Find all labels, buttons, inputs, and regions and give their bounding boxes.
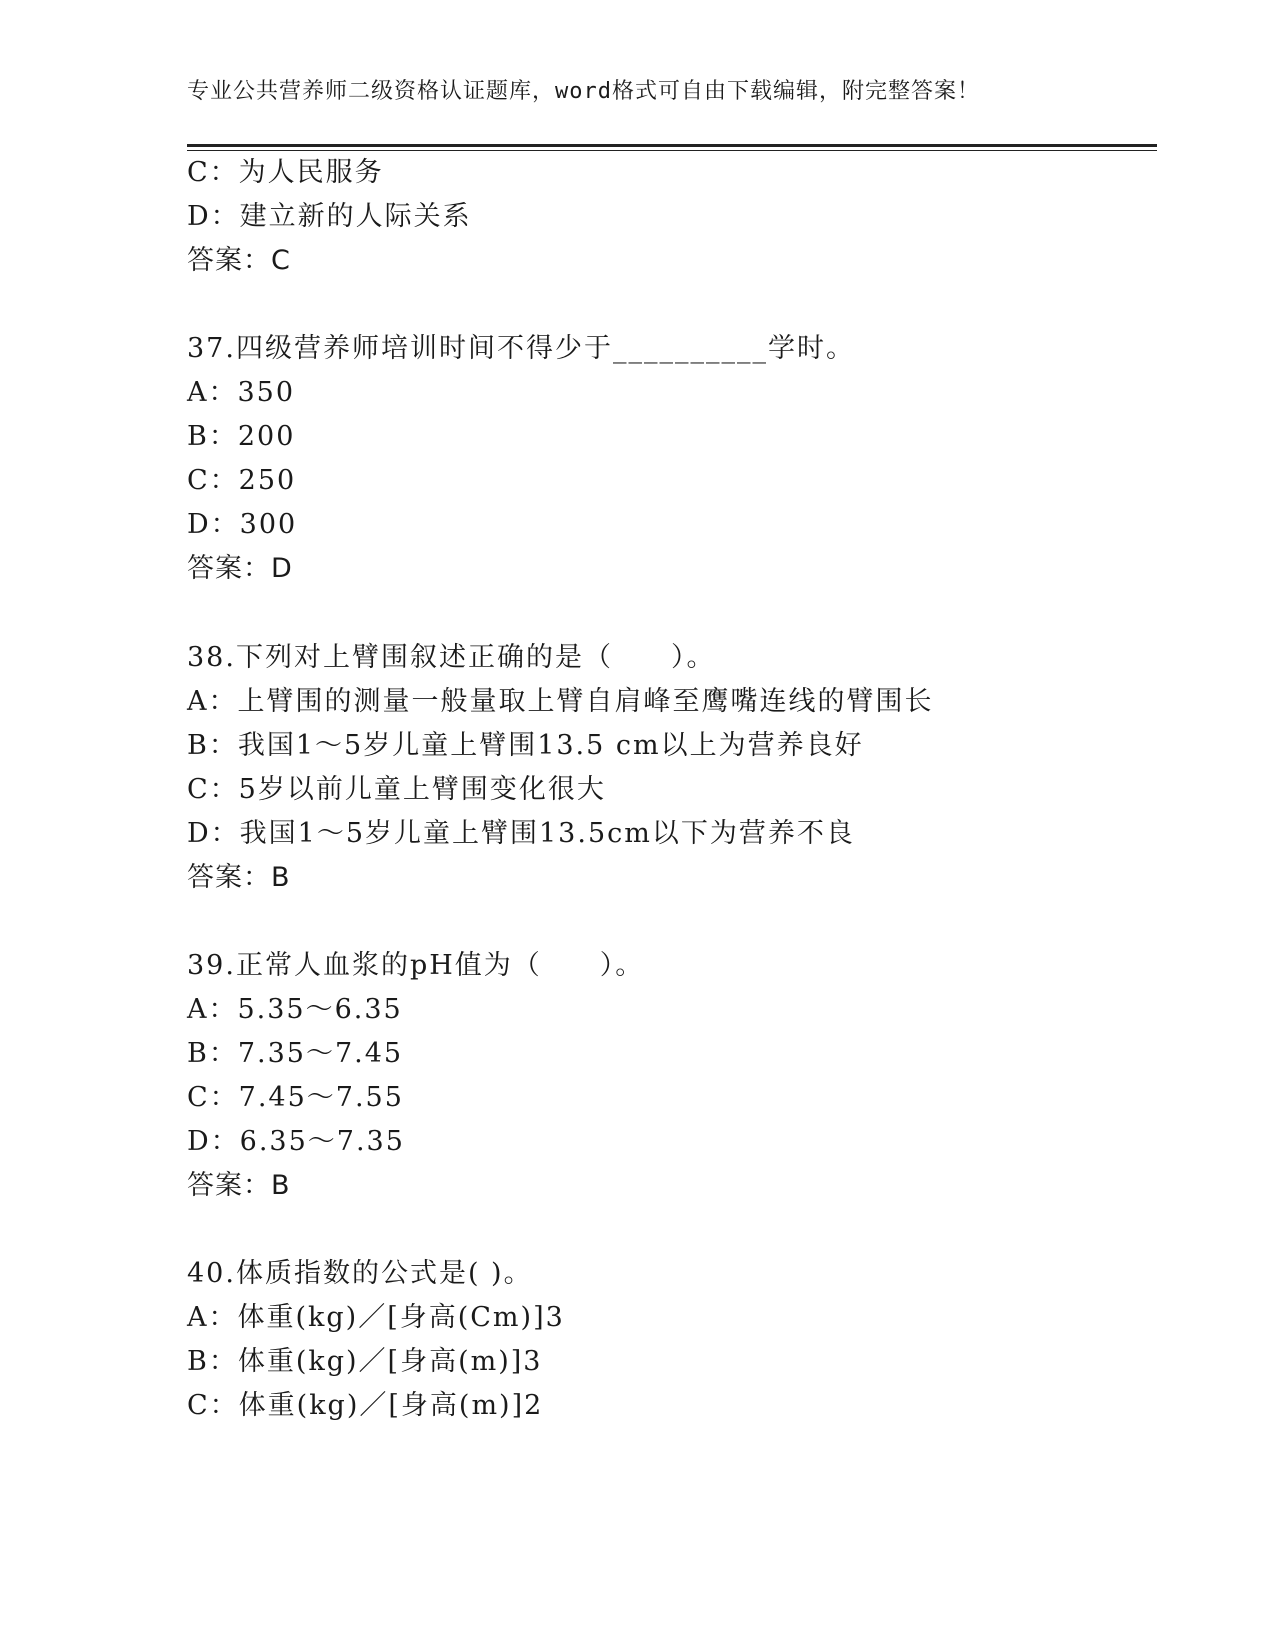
q36-option-d: D：建立新的人际关系 (187, 201, 472, 232)
q40-question: 40.体质指数的公式是( )。 (187, 1258, 533, 1289)
q39-option-a: A：5.35～6.35 (187, 994, 403, 1025)
q40-option-b: B：体重(kg)／[身高(m)]3 (187, 1346, 543, 1377)
q38-option-a: A：上臂围的测量一般量取上臂自肩峰至鹰嘴连线的臂围长 (187, 686, 934, 717)
header-rule-thick (187, 144, 1157, 147)
q39-option-b: B：7.35～7.45 (187, 1038, 404, 1069)
q39-answer: 答案：B (187, 1170, 291, 1201)
q39-question: 39.正常人血浆的pH值为（ ）。 (187, 950, 645, 981)
q38-option-b: B：我国1～5岁儿童上臂围13.5 cm以上为营养良好 (187, 730, 864, 761)
q37-question: 37.四级营养师培训时间不得少于__________学时。 (187, 333, 855, 364)
page-header: 专业公共营养师二级资格认证题库，word格式可自由下载编辑，附完整答案！ (187, 79, 980, 104)
q36-answer: 答案：C (187, 245, 291, 276)
q37-option-c: C：250 (187, 465, 297, 496)
q37-answer: 答案：D (187, 553, 293, 584)
q40-option-a: A：体重(kg)／[身高(Cm)]3 (187, 1302, 565, 1333)
q37-option-a: A：350 (187, 377, 296, 408)
q38-question: 38.下列对上臂围叙述正确的是（ ）。 (187, 642, 716, 673)
q39-option-d: D：6.35～7.35 (187, 1126, 405, 1157)
q38-option-d: D：我国1～5岁儿童上臂围13.5cm以下为营养不良 (187, 818, 855, 849)
header-rule-thin (187, 150, 1157, 151)
q37-option-d: D：300 (187, 509, 298, 540)
q37-option-b: B：200 (187, 421, 296, 452)
q38-option-c: C：5岁以前儿童上臂围变化很大 (187, 774, 606, 805)
q38-answer: 答案：B (187, 862, 291, 893)
q40-option-c: C：体重(kg)／[身高(m)]2 (187, 1390, 544, 1421)
q36-option-c: C：为人民服务 (187, 157, 384, 188)
q39-option-c: C：7.45～7.55 (187, 1082, 404, 1113)
